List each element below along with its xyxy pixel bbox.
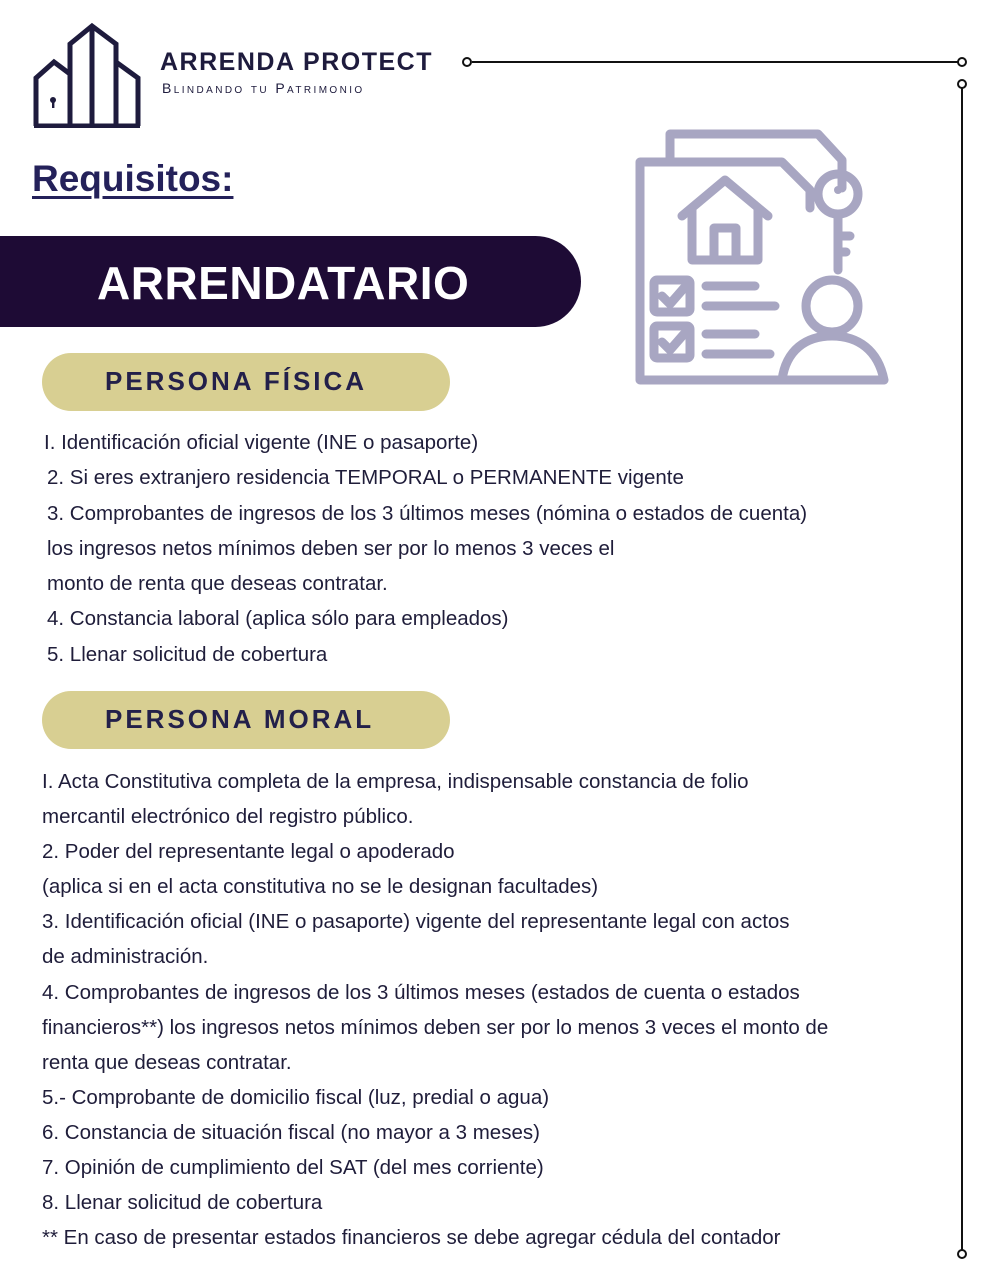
list-item: renta que deseas contratar. (42, 1051, 292, 1074)
list-item: I. Acta Constitutiva completa de la empresa, indispensable constancia de folio (42, 770, 749, 793)
list-item: 2. Si eres extranjero residencia TEMPORAL o PERMANENTE vigente (47, 466, 684, 489)
list-item: financieros**) los ingresos netos mínimos deben ser por lo menos 3 veces el monto de (42, 1016, 829, 1039)
list-item: 4. Constancia laboral (aplica sólo para empleados) (47, 607, 509, 630)
list-item: 8. Llenar solicitud de cobertura (42, 1191, 323, 1214)
page-title: Requisitos: (32, 158, 234, 199)
brand-name: ARRENDA PROTECT (160, 48, 433, 76)
persona-fisica-header (42, 353, 450, 411)
list-item: 2. Poder del representante legal o apoderado (42, 840, 455, 863)
persona-moral-header (42, 691, 450, 749)
list-item: 5.- Comprobante de domicilio fiscal (luz, predial o agua) (42, 1086, 550, 1109)
list-item: los ingresos netos mínimos deben ser por lo menos 3 veces el (47, 537, 615, 560)
list-item: I. Identificación oficial vigente (INE o pasaporte) (44, 431, 479, 454)
list-item: ** En caso de presentar estados financieros se debe agregar cédula del contador (42, 1226, 781, 1249)
list-item: 3. Comprobantes de ingresos de los 3 últimos meses (nómina o estados de cuenta) (47, 502, 808, 525)
list-item: monto de renta que deseas contratar. (47, 572, 388, 595)
persona-fisica-label: PERSONA FÍSICA (105, 366, 368, 396)
document-house-key-person-icon (630, 128, 895, 390)
role-banner (0, 236, 581, 327)
list-item: mercantil electrónico del registro público. (42, 805, 414, 828)
list-item: 7. Opinión de cumplimiento del SAT (del mes corriente) (42, 1156, 544, 1179)
list-item: 5. Llenar solicitud de cobertura (47, 643, 328, 666)
list-item: (aplica si en el acta constitutiva no se le designan facultades) (42, 875, 599, 898)
buildings-keyhole-logo-icon (32, 22, 144, 128)
list-item: de administración. (42, 945, 209, 968)
list-item: 6. Constancia de situación fiscal (no mayor a 3 meses) (42, 1121, 540, 1144)
list-item: 3. Identificación oficial (INE o pasaporte) vigente del representante legal con actos (42, 910, 790, 933)
role-banner-label: ARRENDATARIO (97, 257, 470, 309)
persona-moral-label: PERSONA MORAL (105, 704, 375, 734)
brand-tagline: Blindando tu Patrimonio (162, 80, 365, 96)
list-item: 4. Comprobantes de ingresos de los 3 últimos meses (estados de cuenta o estados (42, 981, 800, 1004)
